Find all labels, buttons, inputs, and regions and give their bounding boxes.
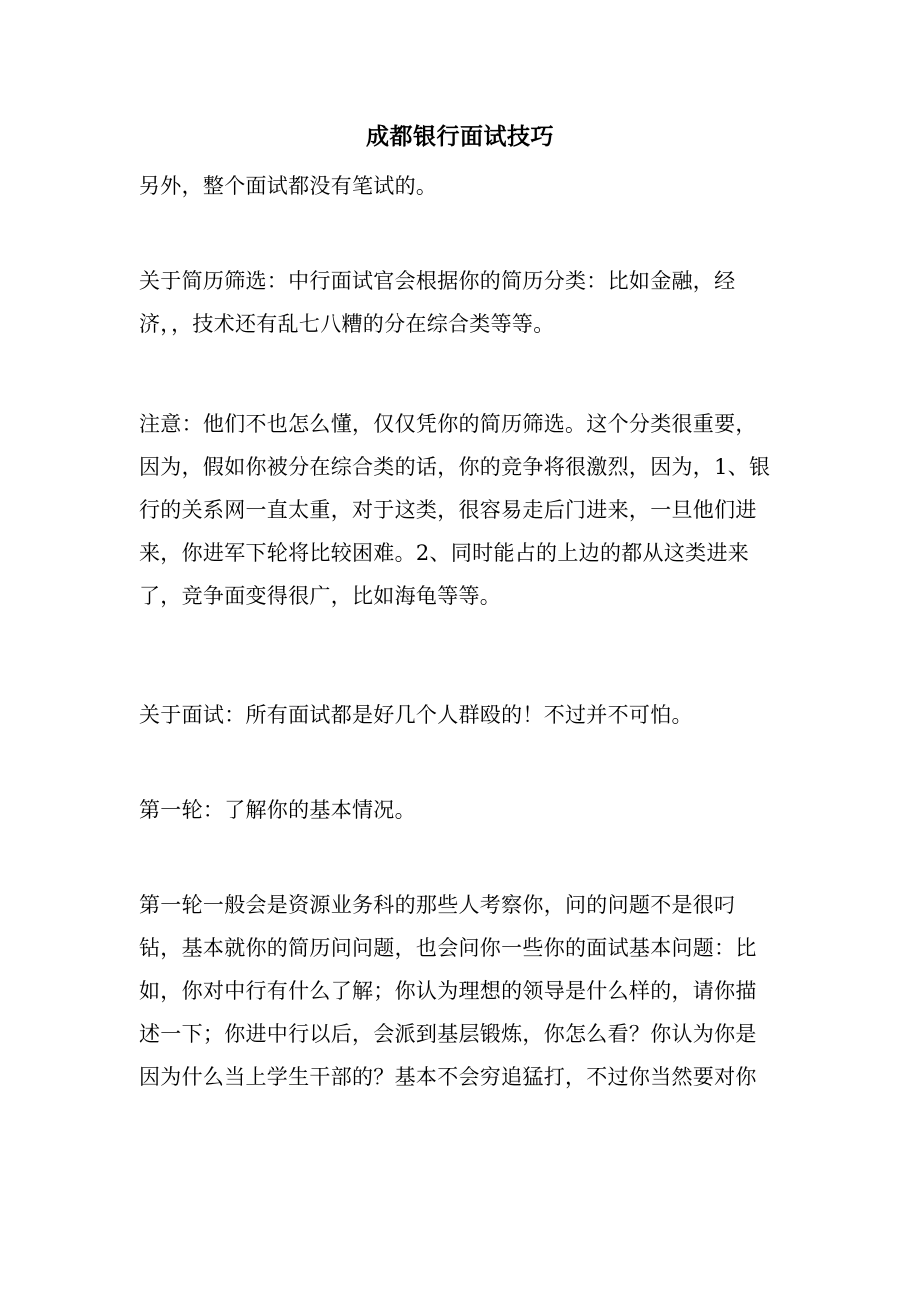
paragraph-line: 了，竞争面变得很广，比如海龟等等。 [139, 584, 502, 608]
paragraph-line: 如，你对中行有什么了解；你认为理想的领导是什么样的，请你描 [139, 979, 757, 1003]
paragraph-line: 第一轮一般会是资源业务科的那些人考察你，问的问题不是很叼 [139, 893, 736, 917]
paragraph-line: 关于简历筛选：中行面试官会根据你的简历分类：比如金融，经 [139, 269, 736, 293]
paragraph-line: 钻，基本就你的简历问问题，也会问你一些你的面试基本问题：比 [139, 936, 757, 960]
paragraph-first-round-heading [139, 789, 781, 832]
paragraph-line: 述一下；你进中行以后，会派到基层锻炼，你怎么看？你认为你是 [139, 1022, 757, 1046]
paragraph-line: 来，你进军下轮将比较困难。2、同时能占的上边的都从这类进来 [139, 541, 750, 565]
paragraph-line: 另外，整个面试都没有笔试的。 [139, 174, 438, 198]
paragraph-line: 济，，技术还有乱七八糟的分在综合类等等。 [139, 312, 555, 336]
document-title: 成都银行面试技巧 [366, 123, 554, 150]
paragraph-about-interview [139, 694, 781, 737]
paragraph-line: 因为什么当上学生干部的？基本不会穷追猛打，不过你当然要对你 [139, 1065, 757, 1089]
paragraph-first-round-detail [139, 884, 781, 1099]
paragraph-note [139, 403, 781, 618]
paragraph-no-written-test [139, 165, 781, 208]
paragraph-line: 注意：他们不也怎么懂，仅仅凭你的简历筛选。这个分类很重要， [139, 412, 757, 436]
paragraph-resume-screening [139, 260, 781, 346]
paragraph-line: 关于面试：所有面试都是好几个人群殴的！不过并不可怕。 [139, 703, 693, 727]
paragraph-line: 因为，假如你被分在综合类的话，你的竞争将很激烈，因为，1、银 [139, 455, 771, 479]
paragraph-line: 第一轮：了解你的基本情况。 [139, 798, 416, 822]
paragraph-line: 行的关系网一直太重，对于这类，很容易走后门进来，一旦他们进 [139, 498, 757, 522]
